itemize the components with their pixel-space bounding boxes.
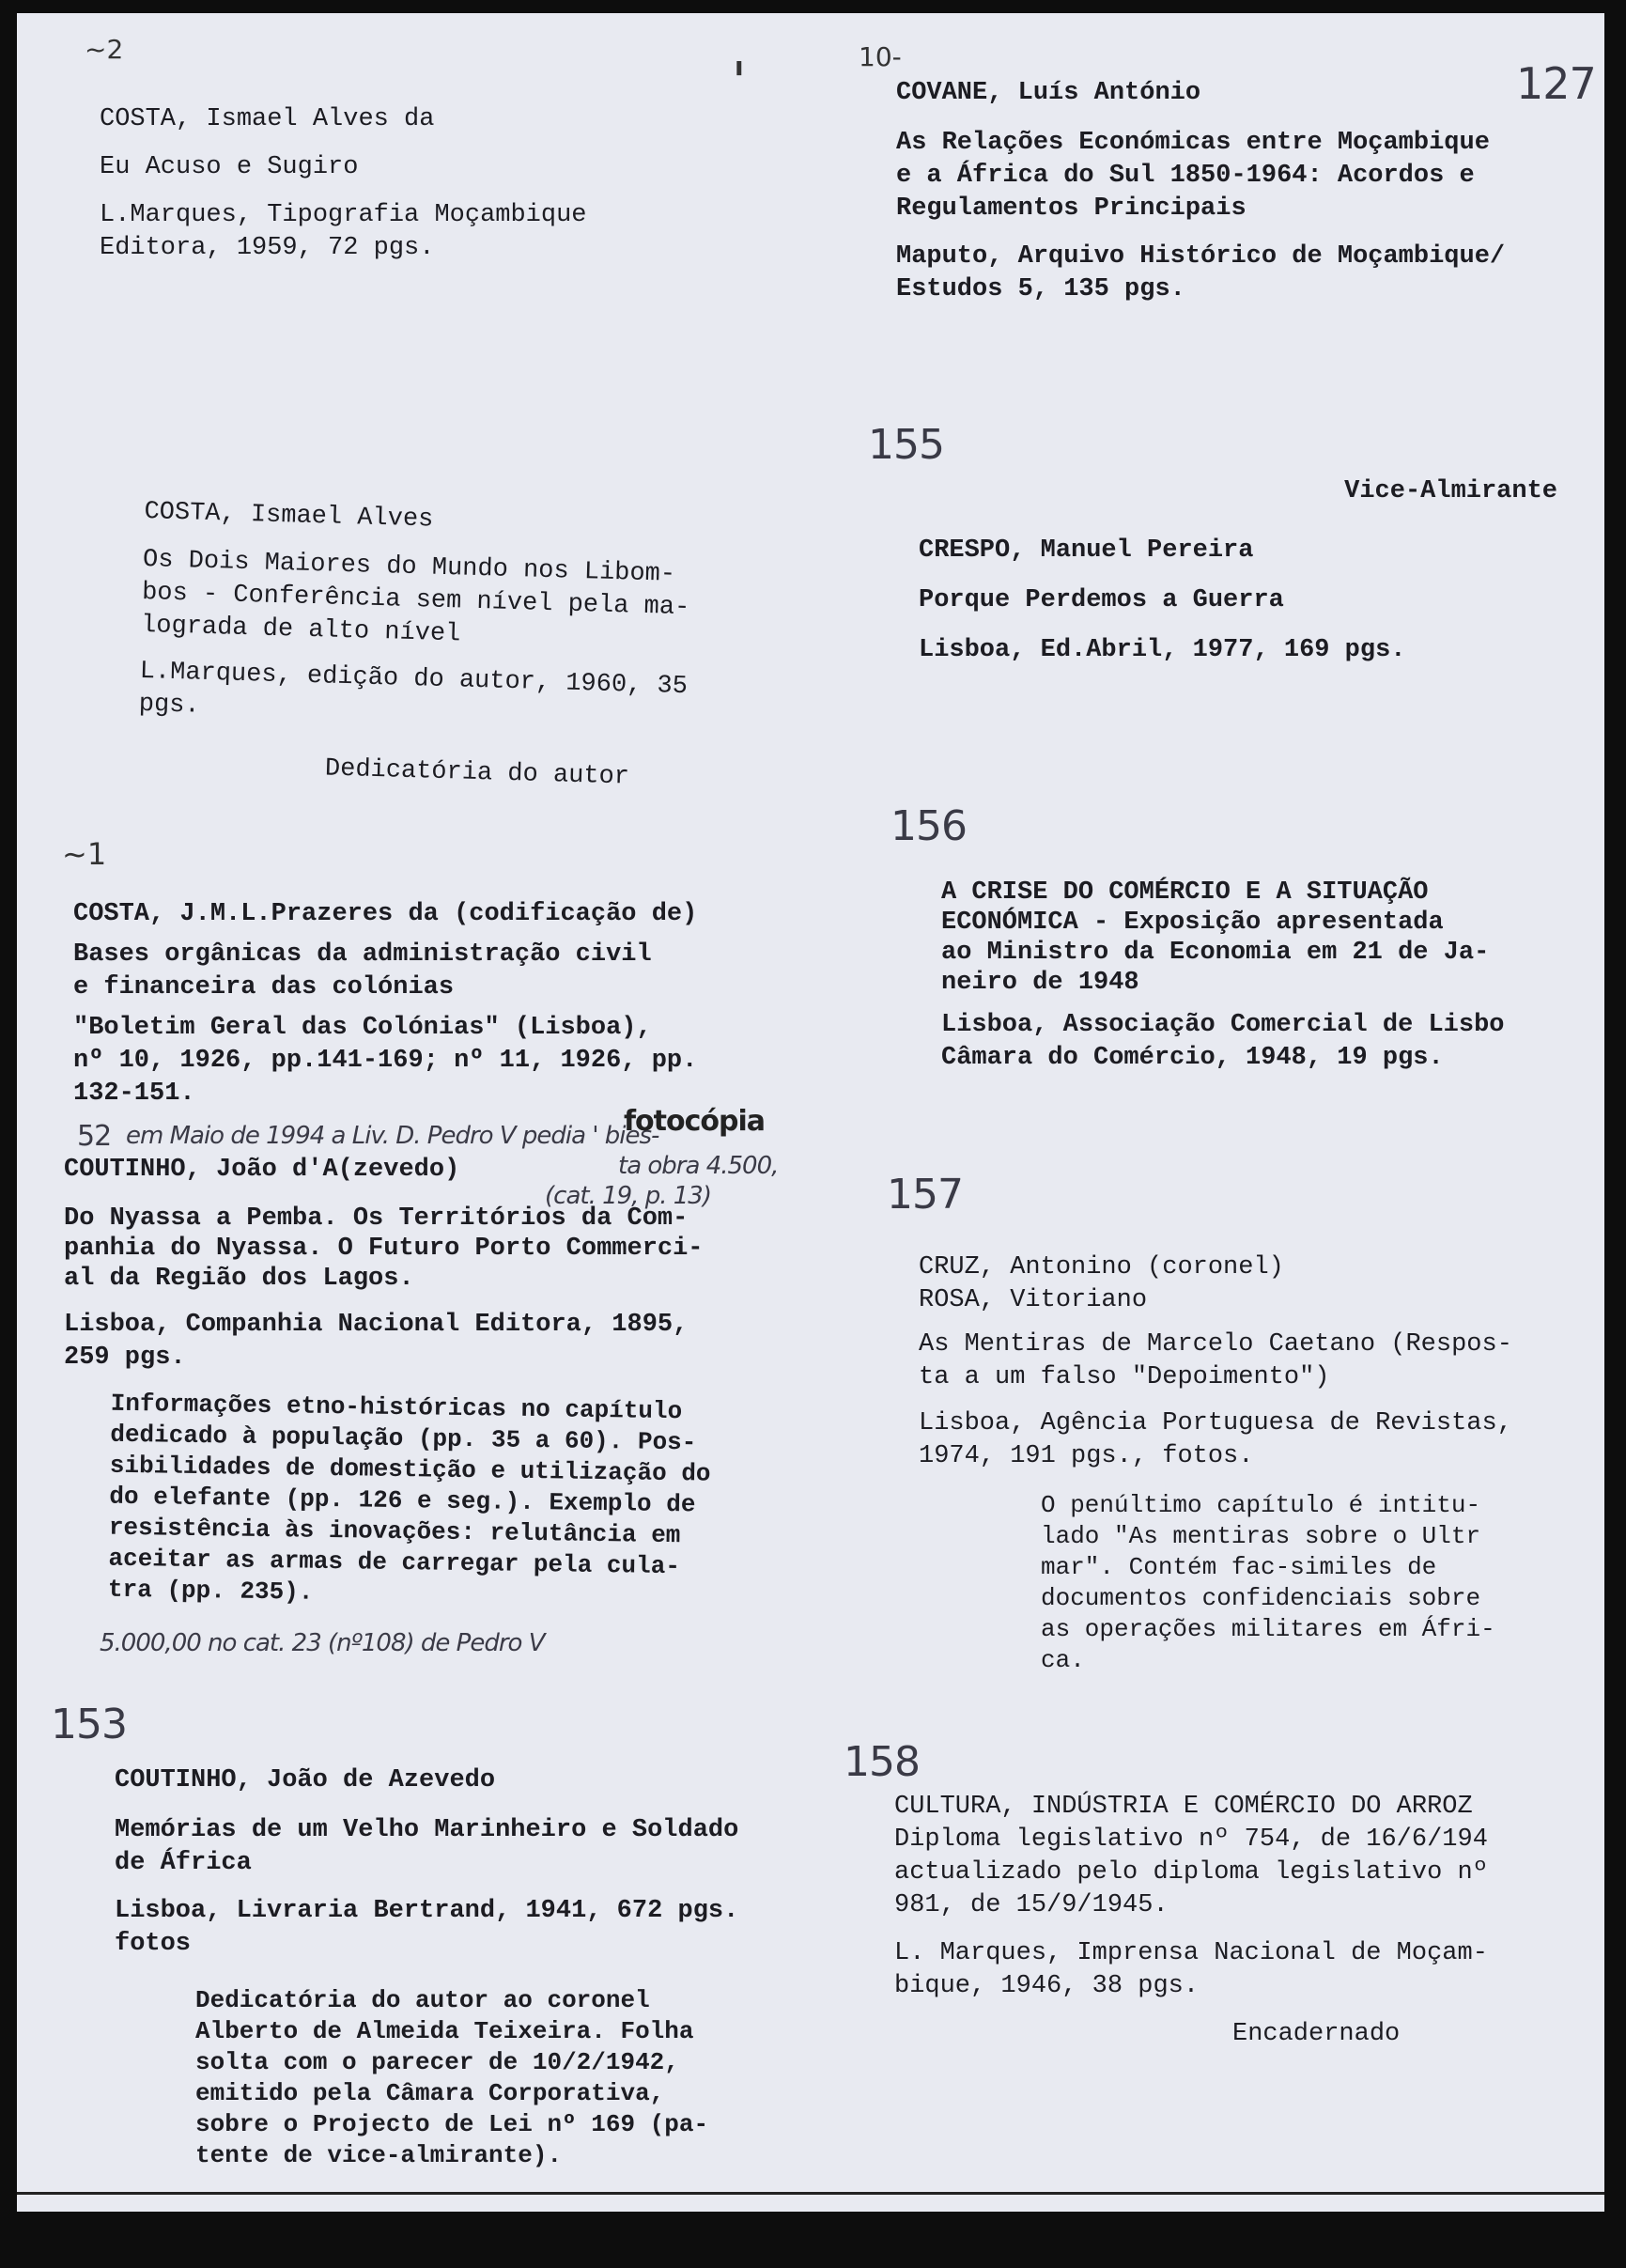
entry-publication: Lisboa, Livraria Bertrand, 1941, 672 pgs. fotos xyxy=(115,1897,739,1958)
entry-title: Do Nyassa a Pemba. Os Territórios da Com- panhia do Nyassa. O Futuro Porto Commerci- al da Região dos Lagos. xyxy=(64,1204,704,1293)
entry-author: COVANE, Luís António xyxy=(896,79,1201,107)
entry-note: Dedicatória do autor ao coronel Alberto de Almeida Teixeira. Folha solta com o parecer de 10/2/1942, emitido pela Câmara Corporativa, sobre o Projecto de Lei nº 169 (pa- tente de vice-almirante). xyxy=(195,1986,709,2169)
entry-mark: ~1 xyxy=(62,836,107,872)
entry-number-156: 156 xyxy=(890,802,967,850)
entry-number-157: 157 xyxy=(887,1171,963,1219)
entry-coutinho-2 xyxy=(115,1764,828,2183)
entry-note: Dedicatória do autor xyxy=(324,754,630,792)
entry-publication: Lisboa, Ed.Abril, 1977, 169 pgs. xyxy=(919,636,1406,664)
entry-author: COUTINHO, João de Azevedo xyxy=(115,1766,496,1794)
entry-publication: Lisboa, Associação Comercial de Lisbo Câmara do Comércio, 1948, 19 pgs. xyxy=(941,1011,1505,1072)
entry-rank: Vice-Almirante xyxy=(1344,477,1557,505)
entry-publication: Lisboa, Companhia Nacional Editora, 1895, 259 pgs. xyxy=(64,1311,689,1372)
page-number: 127 xyxy=(1516,58,1596,109)
top-left-mark: ~2 xyxy=(85,34,124,65)
entry-publication: L.Marques, edição do autor, 1960, 35 pgs. xyxy=(138,657,689,721)
entry-author: COUTINHO, João d'A(zevedo) xyxy=(64,1156,460,1184)
entry-author: CRUZ, Antonino (coronel) ROSA, Vitoriano xyxy=(919,1253,1284,1314)
entry-publication: "Boletim Geral das Colónias" (Lisboa), nº 10, 1926, pp.141-169; nº 11, 1926, pp. 132-151. xyxy=(73,1014,698,1108)
entry-author: CRESPO, Manuel Pereira xyxy=(919,536,1254,565)
bottom-rule xyxy=(17,2192,1604,2195)
entry-title: CULTURA, INDÚSTRIA E COMÉRCIO DO ARROZ xyxy=(894,1793,1473,1821)
entry-author: COSTA, Ismael Alves da xyxy=(100,105,435,133)
hand-note-3: (cat. 19, p. 13) xyxy=(545,1182,711,1210)
entry-title: As Mentiras de Marcelo Caetano (Respos- ta a um falso "Depoimento") xyxy=(919,1330,1512,1391)
top-right-mark: 10- xyxy=(859,41,902,72)
document-page xyxy=(17,13,1604,2212)
entry-costa-jml xyxy=(73,898,787,1122)
entry-body: Diploma legislativo nº 754, de 16/6/194 actualizado pelo diploma legislativo nº 981, de 15/9/1945. xyxy=(894,1825,1488,1919)
entry-cruz xyxy=(919,1251,1595,1687)
entry-author: COSTA, Ismael Alves xyxy=(144,497,434,535)
entry-crise xyxy=(941,878,1599,1086)
entry-title: A CRISE DO COMÉRCIO E A SITUAÇÃO ECONÓMICA - Exposição apresentada ao Ministro da Economia em 21 de Ja- neiro de 1948 xyxy=(941,878,1490,997)
entry-title: Os Dois Maiores do Mundo nos Libom- bos - Conferência sem nível pela ma- lograda de alto nível xyxy=(140,545,690,649)
hand-note-2: ta obra 4.500, xyxy=(618,1152,779,1180)
entry-number-155: 155 xyxy=(868,421,944,469)
hand-price: 5.000,00 no cat. 23 (nº108) de Pedro V xyxy=(100,1629,545,1657)
entry-number-153: 153 xyxy=(51,1701,127,1748)
entry-note: Informações etno-históricas no capítulo dedicado à população (pp. 35 a 60). Pos- sibilidades de domestição e utilização do do elefante (pp. 126 e seg.). Exemplo de resistência às inovações: relutância em aceitar as armas de carregar pela cula- tra (pp. 235). xyxy=(107,1389,711,1607)
entry-costa-ismael-1 xyxy=(100,103,701,276)
entry-costa-ismael-2 xyxy=(136,496,765,809)
entry-crespo xyxy=(919,475,1576,678)
entry-title: Eu Acuso e Sugiro xyxy=(100,153,359,181)
entry-title: Bases orgânicas da administração civil e financeira das colónias xyxy=(73,940,652,1002)
entry-note: Encadernado xyxy=(1232,2020,1401,2048)
entry-coutinho-1 xyxy=(64,1154,815,1616)
top-center-mark: ı xyxy=(735,51,744,82)
entry-note: O penúltimo capítulo é intitu- lado "As mentiras sobre o Ultr mar". Contém fac-similes de documentos confidenciais sobre as operações militares em Áfri- ca. xyxy=(1041,1491,1495,1674)
hand-note-1: em Maio de 1994 a Liv. D. Pedro V pedia ' bies- xyxy=(126,1122,659,1150)
entry-publication: L. Marques, Imprensa Nacional de Moçam- bique, 1946, 38 pgs. xyxy=(894,1939,1488,2000)
entry-publication: L.Marques, Tipografia Moçambique Editora, 1959, 72 pgs. xyxy=(100,201,587,262)
entry-covane xyxy=(896,77,1591,318)
hand-fotocopia: fotocópia xyxy=(624,1105,766,1138)
hand-number-52: 52 xyxy=(77,1120,112,1153)
entry-author: COSTA, J.M.L.Prazeres da (codificação de) xyxy=(73,900,698,928)
entry-title: Memórias de um Velho Marinheiro e Soldado de África xyxy=(115,1816,739,1877)
entry-title: Porque Perdemos a Guerra xyxy=(919,586,1284,614)
entry-cultura xyxy=(894,1791,1589,2062)
entry-number-158: 158 xyxy=(844,1738,920,1786)
entry-publication: Maputo, Arquivo Histórico de Moçambique/ Estudos 5, 135 pgs. xyxy=(896,242,1506,303)
entry-title: As Relações Económicas entre Moçambique e a África do Sul 1850-1964: Acordos e Regulamentos Principais xyxy=(896,129,1490,223)
entry-publication: Lisboa, Agência Portuguesa de Revistas, 1974, 191 pgs., fotos. xyxy=(919,1409,1512,1470)
